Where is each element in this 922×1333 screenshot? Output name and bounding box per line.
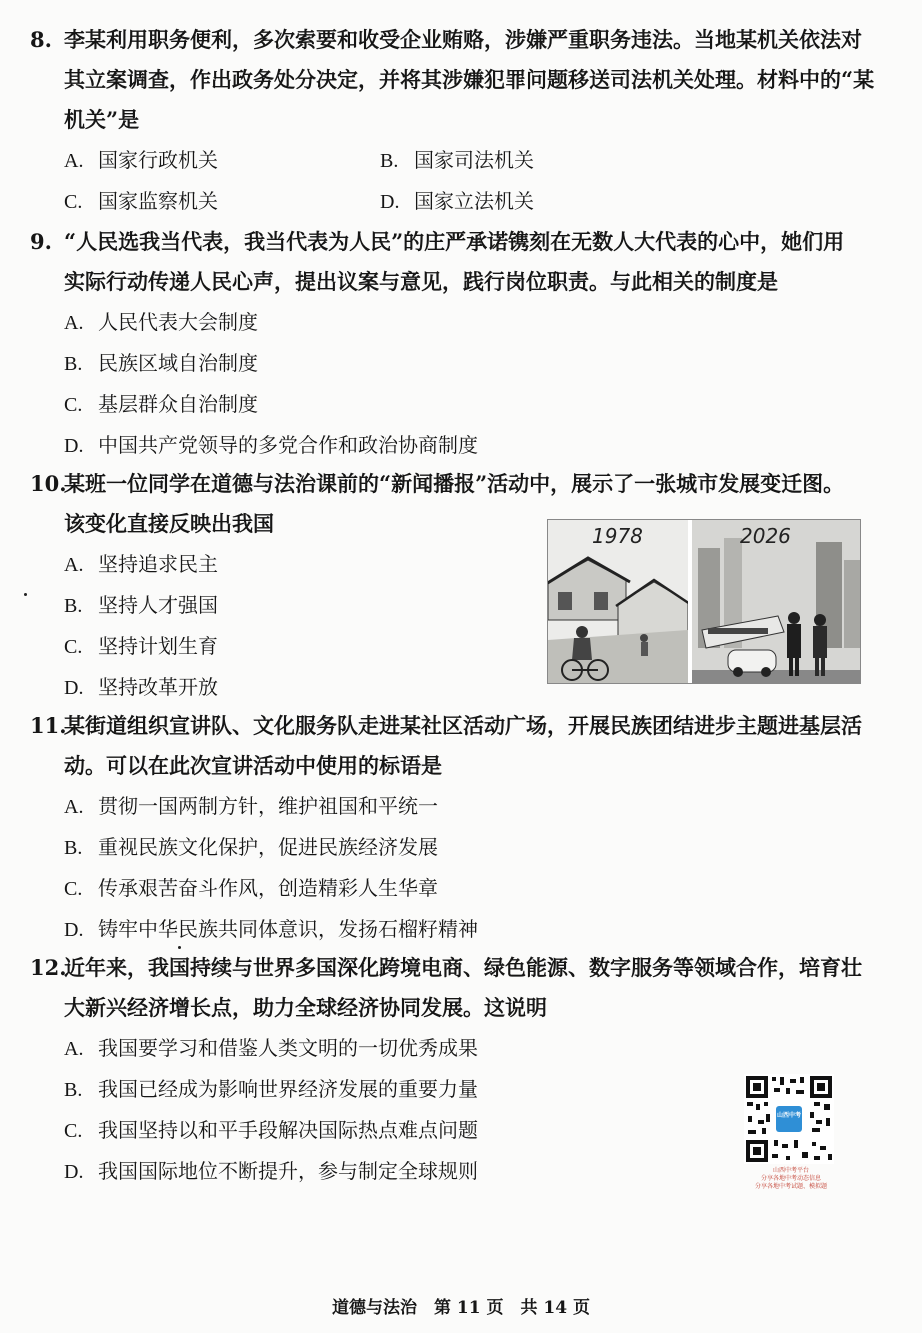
city-change-image (547, 519, 861, 684)
option-d: D. 国家立法机关 (380, 189, 534, 213)
option-b: B. 国家司法机关 (380, 148, 534, 172)
option-a: A. 我国要学习和借鉴人类文明的一切优秀成果 (64, 1036, 478, 1060)
question-stem-line: 机关”是 (64, 107, 140, 132)
question-number: 10. (30, 471, 67, 496)
qr-code-graphic (744, 1074, 834, 1164)
option-b: B. 坚持人才强国 (64, 593, 218, 617)
options (30, 140, 870, 222)
question-stem-line: 大新兴经济增长点，助力全球经济协同发展。这说明 (64, 995, 547, 1020)
option-d: D. 坚持改革开放 (64, 675, 218, 699)
scan-speck (178, 946, 181, 949)
question-number: 12. (30, 955, 67, 980)
option-d: D. 我国国际地位不断提升，参与制定全球规则 (64, 1159, 478, 1183)
option-a: A. 人民代表大会制度 (64, 310, 258, 334)
option-d: D. 铸牢中华民族共同体意识，发扬石榴籽精神 (64, 917, 478, 941)
qr-center-label: 山西中考 (777, 1112, 802, 1119)
option-c: C. 我国坚持以和平手段解决国际热点难点问题 (64, 1118, 478, 1142)
qr-code[interactable] (744, 1074, 834, 1164)
option-a: A. 贯彻一国两制方针，维护祖国和平统一 (64, 794, 438, 818)
question-stem-line: 8. 李某利用职务便利，多次索要和收受企业贿赂，涉嫌严重职务违法。当地某机关依法对 (30, 20, 870, 60)
question-number: 11. (30, 713, 67, 738)
option-c: C. 传承艰苦奋斗作风，创造精彩人生华章 (64, 876, 438, 900)
option-d: D. 中国共产党领导的多党合作和政治协商制度 (64, 433, 478, 457)
options (30, 786, 870, 950)
question-stem-line: 10.某班一位同学在道德与法治课前的“新闻播报”活动中，展示了一张城市发展变迁图。 (30, 464, 870, 504)
question-11 (30, 706, 870, 950)
question-8 (30, 20, 875, 222)
option-a: A. 国家行政机关 (64, 148, 218, 172)
question-stem-line: 实际行动传递人民心声，提出议案与意见，践行岗位职责。与此相关的制度是 (64, 269, 778, 294)
question-number: 9. (30, 229, 52, 254)
question-number: 8. (30, 27, 52, 52)
question-stem-line: 该变化直接反映出我国 (64, 511, 274, 536)
option-b: B. 重视民族文化保护，促进民族经济发展 (64, 835, 438, 859)
option-a: A. 坚持追求民主 (64, 552, 218, 576)
page-footer: 道德与法治 第 11 页 共 14 页 (332, 1298, 590, 1318)
option-c: C. 坚持计划生育 (64, 634, 218, 658)
qr-caption: 山西中考平台 分享各地中考动态信息 分享各地中考试题、模拟题 (754, 1167, 827, 1190)
option-c: C. 基层群众自治制度 (64, 392, 258, 416)
question-stem-line: 动。可以在此次宣讲活动中使用的标语是 (64, 753, 442, 778)
question-stem-line: 11.某街道组织宣讲队、文化服务队走进某社区活动广场，开展民族团结进步主题进基层活 (30, 706, 870, 746)
options (30, 302, 870, 466)
year-label-right: 2026 (740, 524, 791, 548)
question-stem-line: 12.近年来，我国持续与世界多国深化跨境电商、绿色能源、数字服务等领域合作，培育壮 (30, 948, 870, 988)
year-label-left: 1978 (592, 524, 643, 548)
option-c: C. 国家监察机关 (64, 189, 218, 213)
question-stem-line: 其立案调查，作出政务处分决定，并将其涉嫌犯罪问题移送司法机关处理。材料中的“某 (64, 67, 875, 92)
scan-speck (24, 593, 27, 596)
question-stem-line: 9. “人民选我当代表，我当代表为人民”的庄严承诺镌刻在无数人大代表的心中，她们用 (30, 222, 870, 262)
question-9 (30, 222, 870, 466)
option-b: B. 我国已经成为影响世界经济发展的重要力量 (64, 1077, 478, 1101)
option-b: B. 民族区域自治制度 (64, 351, 258, 375)
